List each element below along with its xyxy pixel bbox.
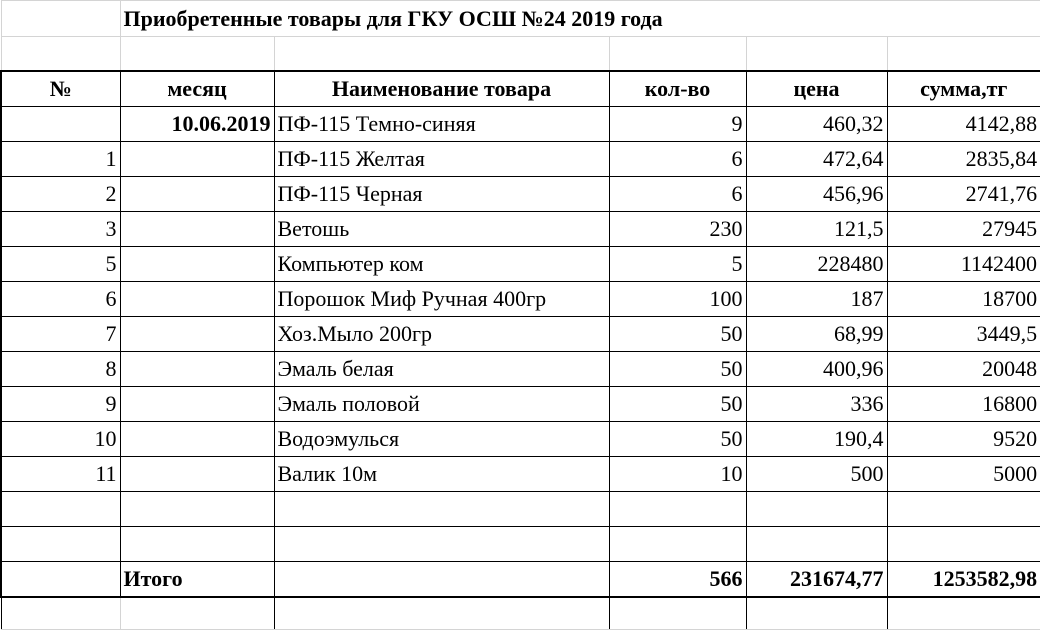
row-qty[interactable]: 9: [609, 107, 746, 142]
table-row: [1, 457, 1040, 492]
row-sum[interactable]: 9520: [887, 422, 1040, 457]
row-name[interactable]: Эмаль половой: [274, 387, 609, 422]
row-month[interactable]: [120, 387, 274, 422]
row-sum[interactable]: 16800: [887, 387, 1040, 422]
empty-cell[interactable]: [746, 527, 887, 562]
row-price[interactable]: 400,96: [746, 352, 887, 387]
header-price[interactable]: цена: [746, 71, 887, 107]
row-qty[interactable]: 6: [609, 177, 746, 212]
sheet-title[interactable]: Приобретенные товары для ГКУ ОСШ №24 2019 года: [120, 1, 1040, 37]
row-sum[interactable]: 2741,76: [887, 177, 1040, 212]
cell[interactable]: [887, 37, 1040, 72]
cell[interactable]: [746, 37, 887, 72]
table-row: [1, 387, 1040, 422]
empty-cell[interactable]: [609, 492, 746, 527]
row-name[interactable]: Эмаль белая: [274, 352, 609, 387]
row-name[interactable]: Порошок Миф Ручная 400гр: [274, 282, 609, 317]
empty-cell[interactable]: [274, 492, 609, 527]
row-month[interactable]: [120, 352, 274, 387]
table-row: [1, 352, 1040, 387]
total-num-cell[interactable]: [1, 562, 120, 598]
row-num[interactable]: 10: [1, 422, 120, 457]
row-name[interactable]: ПФ-115 Темно-синяя: [274, 107, 609, 142]
row-month[interactable]: [120, 457, 274, 492]
row-num[interactable]: 9: [1, 387, 120, 422]
row-num[interactable]: 7: [1, 317, 120, 352]
row-name[interactable]: Валик 10м: [274, 457, 609, 492]
header-name[interactable]: Наименование товара: [274, 71, 609, 107]
empty-cell[interactable]: [1, 492, 120, 527]
table-row: [1, 422, 1040, 457]
empty-cell[interactable]: [120, 492, 274, 527]
total-label[interactable]: Итого: [120, 562, 274, 598]
row-month[interactable]: [120, 177, 274, 212]
row-qty[interactable]: 100: [609, 282, 746, 317]
header-qty[interactable]: кол-во: [609, 71, 746, 107]
row-price[interactable]: 228480: [746, 247, 887, 282]
total-row: [1, 562, 1040, 598]
row-name[interactable]: Водоэмулься: [274, 422, 609, 457]
row-name[interactable]: ПФ-115 Черная: [274, 177, 609, 212]
total-qty[interactable]: 566: [609, 562, 746, 598]
blank-row: [1, 37, 1040, 72]
row-sum[interactable]: 2835,84: [887, 142, 1040, 177]
total-sum[interactable]: 1253582,98: [887, 562, 1040, 598]
row-qty[interactable]: 50: [609, 352, 746, 387]
empty-cell[interactable]: [274, 527, 609, 562]
cell[interactable]: [120, 37, 274, 72]
row-sum[interactable]: 18700: [887, 282, 1040, 317]
row-num[interactable]: 1: [1, 142, 120, 177]
empty-row: [1, 492, 1040, 527]
row-sum[interactable]: 1142400: [887, 247, 1040, 282]
row-price[interactable]: 472,64: [746, 142, 887, 177]
table-row: [1, 212, 1040, 247]
empty-row: [1, 527, 1040, 562]
row-qty[interactable]: 10: [609, 457, 746, 492]
cell[interactable]: [1, 1, 120, 37]
empty-cell[interactable]: [887, 492, 1040, 527]
row-num[interactable]: 8: [1, 352, 120, 387]
row-price[interactable]: 190,4: [746, 422, 887, 457]
row-price[interactable]: 456,96: [746, 177, 887, 212]
row-month[interactable]: [120, 317, 274, 352]
title-row: [1, 1, 1040, 37]
empty-cell[interactable]: [887, 527, 1040, 562]
row-sum[interactable]: 3449,5: [887, 317, 1040, 352]
header-sum[interactable]: сумма,тг: [887, 71, 1040, 107]
row-month[interactable]: 10.06.2019: [120, 107, 274, 142]
row-num[interactable]: 3: [1, 212, 120, 247]
row-qty[interactable]: 6: [609, 142, 746, 177]
cell[interactable]: [609, 37, 746, 72]
empty-cell[interactable]: [1, 527, 120, 562]
row-num[interactable]: 11: [1, 457, 120, 492]
row-month[interactable]: [120, 422, 274, 457]
row-month[interactable]: [120, 247, 274, 282]
header-month[interactable]: месяц: [120, 71, 274, 107]
table-row: [1, 107, 1040, 142]
row-num[interactable]: 2: [1, 177, 120, 212]
row-month[interactable]: [120, 142, 274, 177]
row-qty[interactable]: 5: [609, 247, 746, 282]
row-month[interactable]: [120, 212, 274, 247]
table-row: [1, 317, 1040, 352]
cell[interactable]: [1, 37, 120, 72]
table-row: [1, 247, 1040, 282]
cell[interactable]: [274, 37, 609, 72]
row-price[interactable]: 187: [746, 282, 887, 317]
empty-cell[interactable]: [120, 527, 274, 562]
empty-cell[interactable]: [746, 492, 887, 527]
row-name[interactable]: Ветошь: [274, 212, 609, 247]
row-price[interactable]: 500: [746, 457, 887, 492]
row-qty[interactable]: 50: [609, 422, 746, 457]
header-row: [1, 71, 1040, 107]
table-row: [1, 142, 1040, 177]
row-name[interactable]: ПФ-115 Желтая: [274, 142, 609, 177]
table-row: [1, 282, 1040, 317]
total-name-cell[interactable]: [274, 562, 609, 598]
row-name[interactable]: Хоз.Мыло 200гр: [274, 317, 609, 352]
row-qty[interactable]: 50: [609, 387, 746, 422]
empty-cell[interactable]: [609, 527, 746, 562]
row-price[interactable]: 121,5: [746, 212, 887, 247]
table-row: [1, 177, 1040, 212]
row-name[interactable]: Компьютер ком: [274, 247, 609, 282]
row-price[interactable]: 336: [746, 387, 887, 422]
row-qty[interactable]: 50: [609, 317, 746, 352]
total-price[interactable]: 231674,77: [746, 562, 887, 598]
row-sum[interactable]: 5000: [887, 457, 1040, 492]
header-num[interactable]: №: [1, 71, 120, 107]
row-num[interactable]: 6: [1, 282, 120, 317]
row-price[interactable]: 460,32: [746, 107, 887, 142]
row-num[interactable]: 5: [1, 247, 120, 282]
row-price[interactable]: 68,99: [746, 317, 887, 352]
row-sum[interactable]: 27945: [887, 212, 1040, 247]
row-num[interactable]: [1, 107, 120, 142]
row-month[interactable]: [120, 282, 274, 317]
row-sum[interactable]: 4142,88: [887, 107, 1040, 142]
row-sum[interactable]: 20048: [887, 352, 1040, 387]
row-qty[interactable]: 230: [609, 212, 746, 247]
